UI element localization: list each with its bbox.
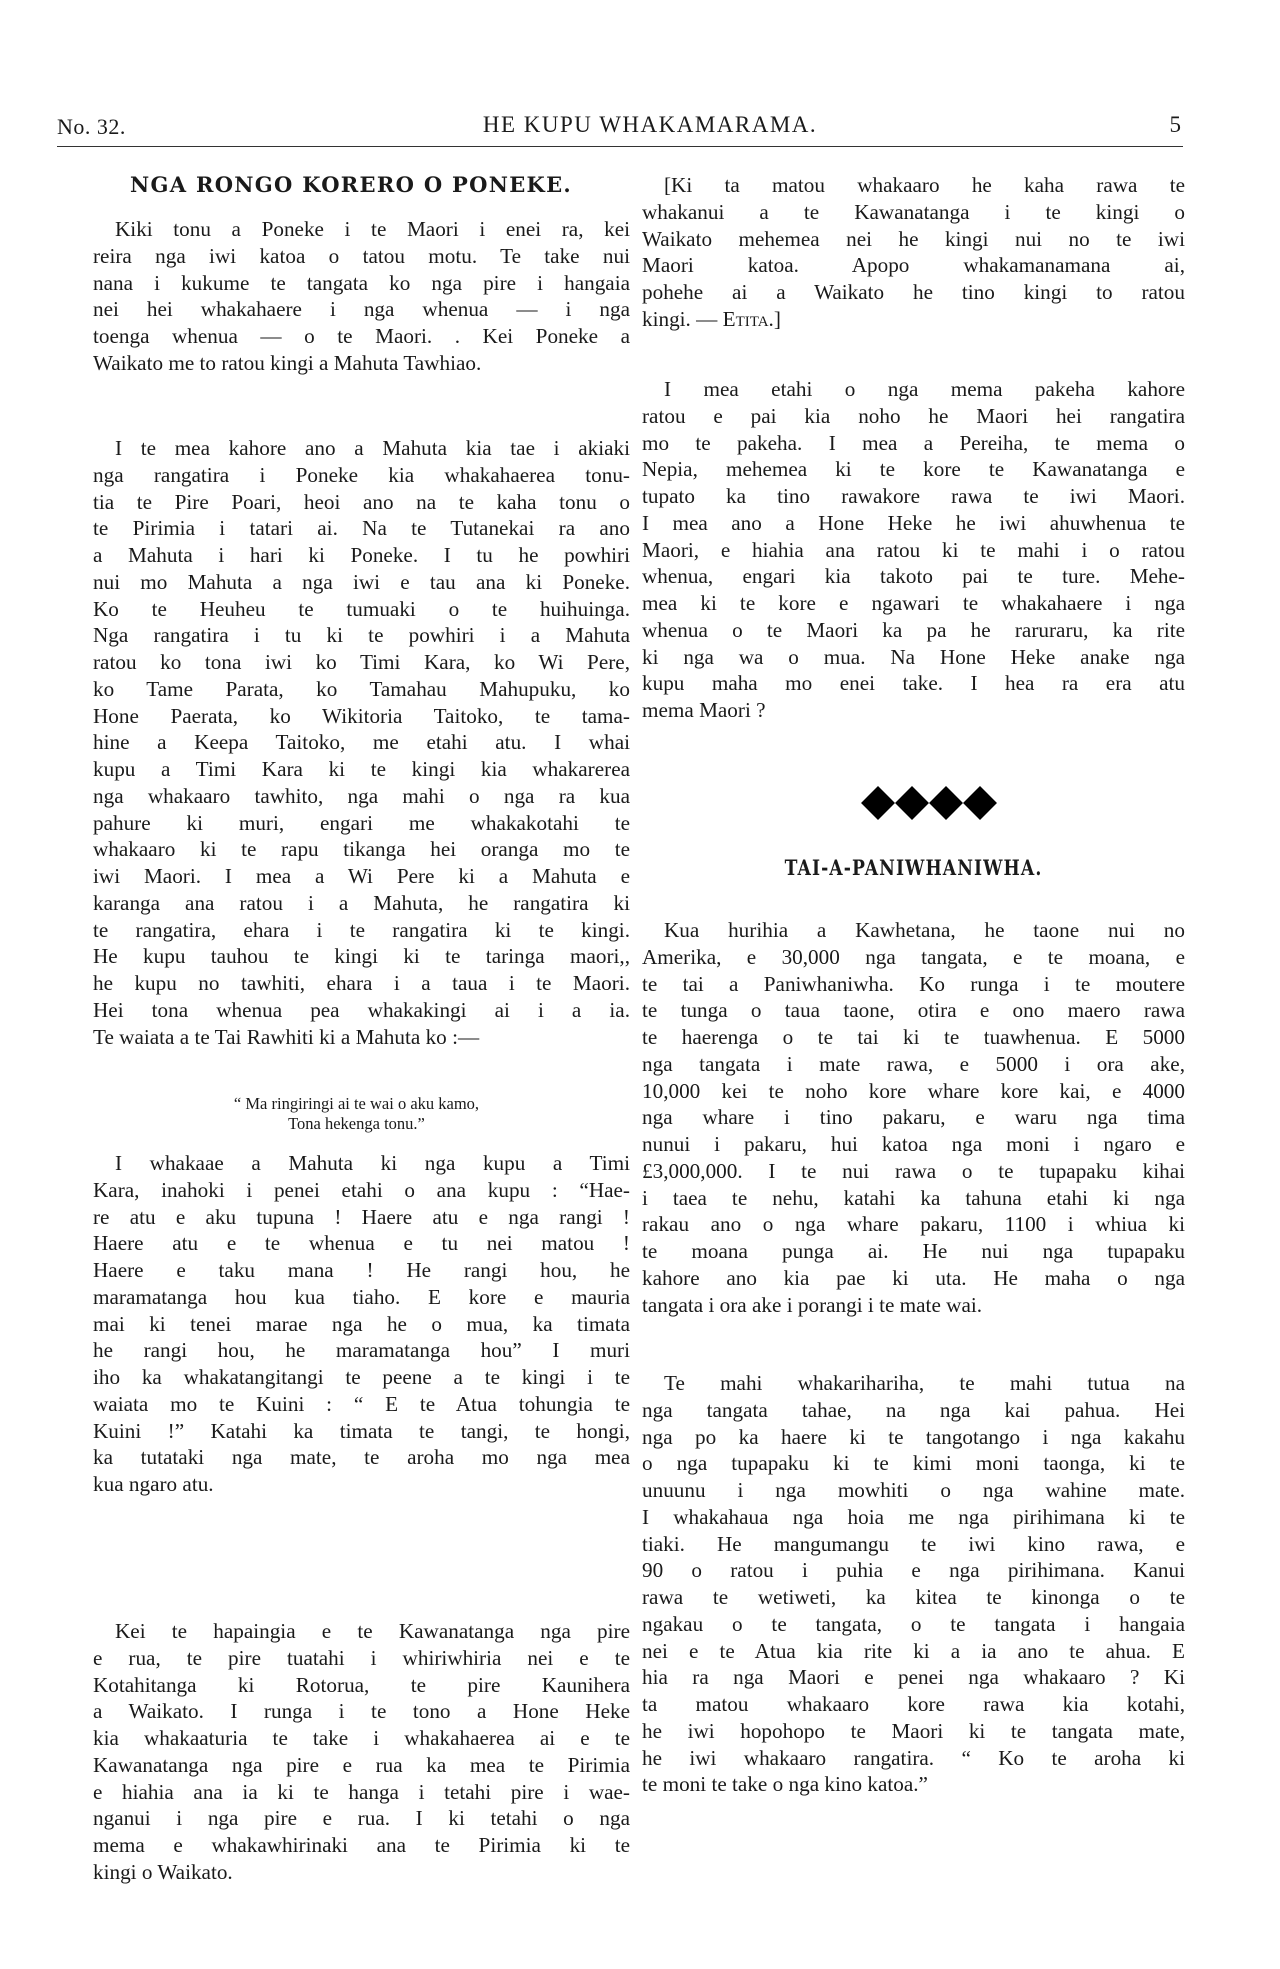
line-text: kingi. — — [642, 306, 723, 331]
paragraph — [93, 216, 630, 377]
ornament-diamonds — [861, 787, 1001, 823]
text-line: nga whare i tino pakaru, e waru nga tima — [642, 1105, 1185, 1130]
text-line: Kei te hapaingia e te Kawanatanga nga pire — [115, 1619, 630, 1643]
text-line: e rua, te pire tuatahi i whiriwhiria nei e te — [93, 1645, 630, 1670]
text-line: te tai a Paniwhaniwha. Ko runga i te moutere — [642, 971, 1185, 996]
right-column — [642, 0, 1185, 1969]
text-line: nui mo Mahuta a nga iwi e tau ana ki Poneke. — [93, 569, 630, 594]
issue-number: No. 32. — [57, 114, 126, 139]
text-line: ko Tame Parata, ko Tamahau Mahupuku, ko — [93, 676, 630, 701]
text-line: 90 o ratou i puhia e nga pirihimana. Kanui — [642, 1558, 1185, 1583]
text-line: ki nga wa o mua. Na Hone Heke anake nga — [642, 644, 1185, 669]
text-line: I mea ano a Hone Heke he iwi ahuwhenua te — [642, 510, 1185, 535]
text-line: he rangi hou, he maramatanga hou” I muri — [93, 1338, 630, 1363]
paragraph — [642, 1370, 1185, 1798]
text-line: iwi Maori. I mea a Wi Pere ki a Mahuta e — [93, 864, 630, 888]
text-line: I whakaae a Mahuta ki nga kupu a Timi — [115, 1151, 630, 1175]
text-line: I te mea kahore ano a Mahuta kia tae i akiaki — [115, 436, 630, 460]
line: Maori katoa. Apopo whakamanamana ai, — [642, 253, 1185, 278]
text-line: Kiki tonu a Poneke i te Maori i enei ra, kei — [115, 217, 630, 241]
text-line: nana i kukume te tangata ko nga pire i hangaia — [93, 270, 630, 295]
text-line: £3,000,000. I te nui rawa o te tupapaku kihai — [642, 1158, 1185, 1183]
text-line: Hone Paerata, ko Wikitoria Taitoko, te tama- — [93, 703, 630, 728]
line: [Ki ta matou whakaaro he kaha rawa te — [664, 173, 1185, 197]
text-line: waiata mo te Kuini : “ E te Atua tohungia te — [93, 1391, 630, 1416]
text-line: toenga whenua — o te Maori. . Kei Poneke a — [93, 324, 630, 348]
line: Waikato mehemea nei he kingi nui no te iwi — [642, 226, 1185, 251]
text-line: pahure ki muri, engari me whakakotahi te — [93, 810, 630, 835]
diamond-ornament-icon — [895, 786, 929, 820]
text-line: nunui i pakaru, hui katoa nga moni i ngaro e — [642, 1132, 1185, 1156]
poem-quote — [83, 1094, 630, 1134]
text-line: he iwi hopohopo te Maori ki te tangata mate, — [642, 1718, 1185, 1743]
text-line: tupato ka tino rawakore rawa te iwi Maori. — [642, 484, 1185, 508]
text-line: re atu e aku tupuna ! Haere atu e nga rangi ! — [93, 1204, 630, 1229]
publication-title: HE KUPU WHAKAMARAMA. — [482, 112, 818, 137]
text-line: ratou e pai kia noho he Maori hei rangatira — [642, 403, 1185, 428]
editor-close: .] — [768, 306, 781, 331]
text-line: I whakahaua nga hoia me nga pirihimana ki te — [642, 1504, 1185, 1529]
line — [642, 306, 1185, 333]
text-line: mai ki tenei marae nga he o mua, ka timata — [93, 1311, 630, 1336]
text-line: He kupu tauhou te kingi ki te taringa maori,, — [93, 944, 630, 969]
text-line: Kotahitanga ki Rotorua, te pire Kaunihera — [93, 1672, 630, 1697]
text-line: he kupu no tawhiti, ehara i a taua i te Maori. — [93, 971, 630, 995]
line: pohehe ai a Waikato he tino kingi to ratou — [642, 280, 1185, 304]
text-line: Kawanatanga nga pire e rua ka mea te Pirimia — [93, 1752, 630, 1777]
text-line: karanga ana ratou i a Mahuta, he rangatira ki — [93, 890, 630, 915]
text-line: I mea etahi o nga mema pakeha kahore — [664, 377, 1185, 401]
editor-signature: Etita — [722, 306, 769, 331]
poem-line: “ Ma ringiringi ai te wai o aku kamo, — [233, 1094, 480, 1113]
text-line: kahore ano kia pae ki uta. He maha o nga — [642, 1265, 1185, 1290]
text-line: tiaki. He mangumangu te iwi kino rawa, e — [642, 1531, 1185, 1556]
text-line: nga tangata i mate rawa, e 5000 i ora ake, — [642, 1051, 1185, 1076]
text-line: Amerika, e 30,000 nga tangata, e te moana, e — [642, 944, 1185, 969]
text-line: Haere e taku mana ! He rangi hou, he — [93, 1258, 630, 1282]
page-number: 5 — [1169, 112, 1181, 137]
text-line: mema e whakawhirinaki ana te Pirimia ki te — [93, 1833, 630, 1857]
text-line: unuunu i nga mowhiti o nga wahine mate. — [642, 1478, 1185, 1502]
text-line: mo te pakeha. I mea a Pereiha, te mema o — [642, 430, 1185, 455]
diamond-ornament-icon — [963, 786, 997, 820]
article-title-tai-a-paniwhaniwha: TAI-A-PANIWHANIWHA. — [784, 855, 1043, 880]
text-line: nga tangata tahae, na nga kai pahua. Hei — [642, 1397, 1185, 1422]
text-line: kingi o Waikato. — [93, 1859, 233, 1884]
text-line: whenua o te Maori ka pa he raruraru, ka rite — [642, 617, 1185, 642]
text-line: he iwi whakaaro rangatira. “ Ko te aroha ki — [642, 1745, 1185, 1770]
paragraph — [93, 435, 630, 1050]
text-line: nei hei whakahaere i nga whenua — i nga — [93, 297, 630, 322]
text-line: whakaaro ki te rapu tikanga hei oranga mo te — [93, 837, 630, 862]
text-line: mea ki te kore e ngawari te whakahaere i nga — [642, 591, 1185, 615]
text-line: te haerenga o te tai ki te tuawhenua. E 5000 — [642, 1025, 1185, 1049]
text-line: rakau ano o nga whare pakaru, 1100 i whiua ki — [642, 1212, 1185, 1237]
poem-line: Tona hekenga tonu.” — [288, 1114, 425, 1133]
text-line: tangata i ora ake i porangi i te mate wai. — [642, 1292, 983, 1317]
text-line: ngakau o te tangata, o te tangata i hangaia — [642, 1611, 1185, 1636]
text-line: Nga rangatira i tu ki te powhiri i a Mahuta — [93, 623, 630, 648]
text-line: Hei tona whenua pea whakakingi ai i a ia. — [93, 997, 630, 1022]
text-line: Maori, e hiahia ana ratou ki te mahi i o ratou — [642, 537, 1185, 562]
text-line: kia whakaaturia te take i whakahaerea ai e te — [93, 1726, 630, 1750]
diamond-ornament-icon — [861, 786, 895, 820]
text-line: ka tutataki nga mate, te aroha mo nga mea — [93, 1445, 630, 1470]
text-line: nei e te Atua kia rite ki a ia ano te ahua. E — [642, 1638, 1185, 1663]
text-line: hia ra nga Maori e penei nga whakaaro ? Ki — [642, 1665, 1185, 1690]
text-line: reira nga iwi katoa o tatou motu. Te take nui — [93, 243, 630, 268]
text-line: te moni te take o nga kino katoa.” — [642, 1772, 928, 1797]
text-line: kua ngaro atu. — [93, 1472, 214, 1496]
text-line: iho ka whakatangitangi te peene a te kingi i te — [93, 1365, 630, 1389]
left-column — [93, 0, 630, 1969]
text-line: Haere atu e te whenua e tu nei matou ! — [93, 1231, 630, 1256]
article-title-poneke: NGA RONGO KORERO O PONEKE. — [130, 172, 572, 197]
paragraph — [93, 1150, 630, 1498]
text-line: nga whakaaro tawhito, nga mahi o nga ra kua — [93, 783, 630, 808]
text-line: Nepia, mehemea ki te kore te Kawanatanga e — [642, 457, 1185, 482]
text-line: whenua, engari kia takoto pai te ture. Mehe- — [642, 564, 1185, 589]
text-line: ta matou whakaaro kore rawa kia kotahi, — [642, 1692, 1185, 1716]
text-line: kupu maha mo enei take. I hea ra era atu — [642, 671, 1185, 696]
text-line: nganui i nga pire e rua. I ki tetahi o nga — [93, 1806, 630, 1831]
text-line: Kara, inahoki i penei etahi o ana kupu : “Hae- — [93, 1177, 630, 1202]
text-line: 10,000 kei te noho kore whare kore kai, e 4000 — [642, 1078, 1185, 1103]
editor-note — [642, 172, 1185, 333]
text-line: rawa te wetiweti, ka kitea te kinonga o te — [642, 1585, 1185, 1609]
text-line: te tunga o taua taone, otira e ono maero rawa — [642, 998, 1185, 1023]
text-line: Te waiata a te Tai Rawhiti ki a Mahuta ko :— — [93, 1024, 480, 1049]
text-line: o nga tupapaku ki te kimi moni taonga, ki te — [642, 1451, 1185, 1476]
text-line: Ko te Heuheu te tumuaki o te huihuinga. — [93, 596, 630, 621]
text-line: a Mahuta i hari ki Poneke. I tu he powhiri — [93, 543, 630, 567]
text-line: tia te Pire Poari, heoi ano na te kaha tonu o — [93, 489, 630, 514]
paragraph — [642, 917, 1185, 1318]
paragraph — [642, 376, 1185, 724]
paragraph — [93, 1618, 630, 1886]
line: whakanui a te Kawanatanga i te kingi o — [642, 199, 1185, 224]
text-line: Kua hurihia a Kawhetana, he taone nui no — [664, 918, 1185, 942]
text-line: te moana punga ai. He nui nga tupapaku — [642, 1239, 1185, 1263]
text-line: mema Maori ? — [642, 698, 766, 722]
text-line: i taea te nehu, katahi ka tahuna etahi ki nga — [642, 1185, 1185, 1210]
text-line: ratou ko tona iwi ko Timi Kara, ko Wi Pere, — [93, 650, 630, 674]
text-line: te Pirimia i tatari ai. Na te Tutanekai ra ano — [93, 516, 630, 541]
text-line: nga po ka haere ki te tangotango i nga kakahu — [642, 1424, 1185, 1449]
text-line: Te mahi whakarihariha, te mahi tutua na — [664, 1371, 1185, 1395]
text-line: Waikato me to ratou kingi a Mahuta Tawhiao. — [93, 350, 482, 375]
text-line: kupu a Timi Kara ki te kingi kia whakarerea — [93, 757, 630, 781]
text-line: Kuini !” Katahi ka timata te tangi, te hongi, — [93, 1418, 630, 1443]
text-line: te rangatira, ehara i te rangatira ki te kingi. — [93, 917, 630, 942]
text-line: a Waikato. I runga i te tono a Hone Heke — [93, 1699, 630, 1724]
text-line: e hiahia ana ia ki te hanga i tetahi pire i wae- — [93, 1779, 630, 1804]
text-line: hine a Keepa Taitoko, me etahi atu. I whai — [93, 730, 630, 755]
text-line: nga rangatira i Poneke kia whakahaerea tonu- — [93, 462, 630, 487]
text-line: maramatanga hou kua tiaho. E kore e mauria — [93, 1284, 630, 1309]
diamond-ornament-icon — [929, 786, 963, 820]
